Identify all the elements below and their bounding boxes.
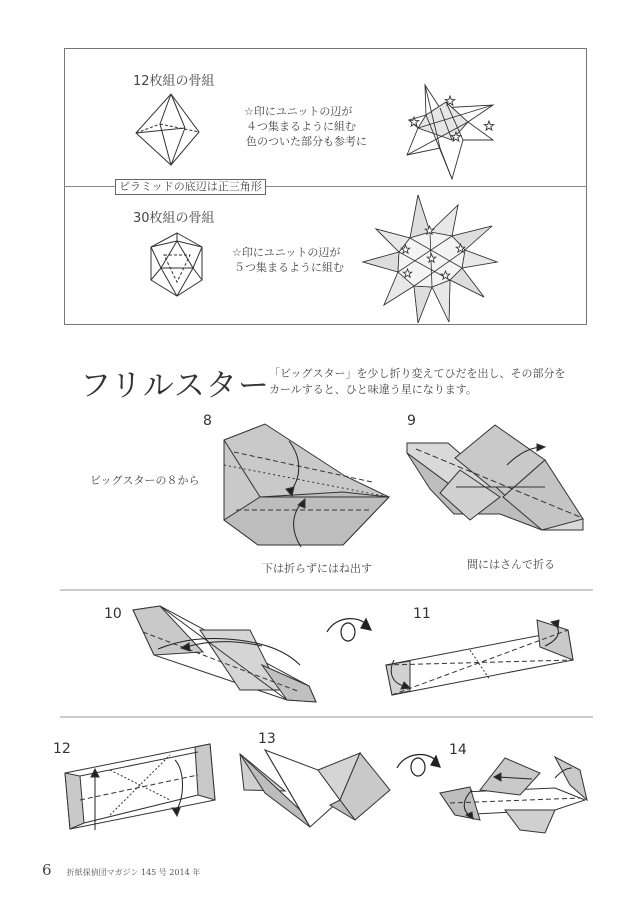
description-line-2: カールすると、ひと味違う星になります。 bbox=[269, 383, 477, 396]
page-number: 6 bbox=[42, 861, 52, 879]
heading-30-unit: 30枚組の骨組 bbox=[133, 211, 215, 226]
note-30-line-2: ５つ集まるように組む bbox=[234, 261, 344, 274]
step-12-number: 12 bbox=[53, 741, 71, 757]
magazine-info: 折紙探偵団マガジン 145 号 2014 年 bbox=[66, 868, 201, 877]
octahedron-skeleton bbox=[136, 94, 199, 165]
step-9-number: 9 bbox=[407, 413, 416, 429]
pyramid-label: ピラミッドの底辺は正三角形 bbox=[115, 179, 266, 195]
step-10-diagram bbox=[133, 606, 316, 702]
step-10-number: 10 bbox=[104, 606, 122, 622]
step-9-diagram bbox=[407, 425, 583, 530]
step-13-number: 13 bbox=[258, 731, 276, 747]
step-14-number: 14 bbox=[449, 742, 467, 758]
note-12-line-3: 色のついた部分も参考に bbox=[246, 135, 367, 148]
note-30-line-1: ☆印にユニットの辺が bbox=[232, 246, 341, 259]
step-8-number: 8 bbox=[203, 413, 212, 429]
step-8-diagram bbox=[224, 424, 389, 547]
star-icon bbox=[484, 121, 494, 130]
heading-12-unit: 12枚組の骨組 bbox=[133, 74, 215, 89]
step-14-diagram bbox=[440, 757, 587, 833]
step-9-note: 間にはさんで折る bbox=[467, 558, 555, 571]
frill-star-title: フリルスター bbox=[80, 368, 270, 404]
description-line-1: 「ビッグスター」を少し折り変えてひだを出し、その部分を bbox=[269, 367, 566, 380]
rotate-arrow-icon bbox=[397, 755, 440, 776]
note-12-line-2: ４つ集まるように組む bbox=[246, 120, 356, 133]
note-12-line-1: ☆印にユニットの辺が bbox=[244, 105, 353, 118]
step-13-diagram bbox=[240, 750, 390, 827]
icosahedron-skeleton bbox=[151, 233, 202, 296]
step-8-note: 下は折らずにはね出す bbox=[262, 562, 372, 575]
step-12-diagram bbox=[65, 744, 215, 830]
step-11-number: 11 bbox=[413, 606, 431, 622]
from-big-star-label: ビッグスターの８から bbox=[90, 474, 200, 487]
step-11-diagram bbox=[386, 620, 573, 695]
rotate-arrow-icon bbox=[327, 619, 371, 641]
